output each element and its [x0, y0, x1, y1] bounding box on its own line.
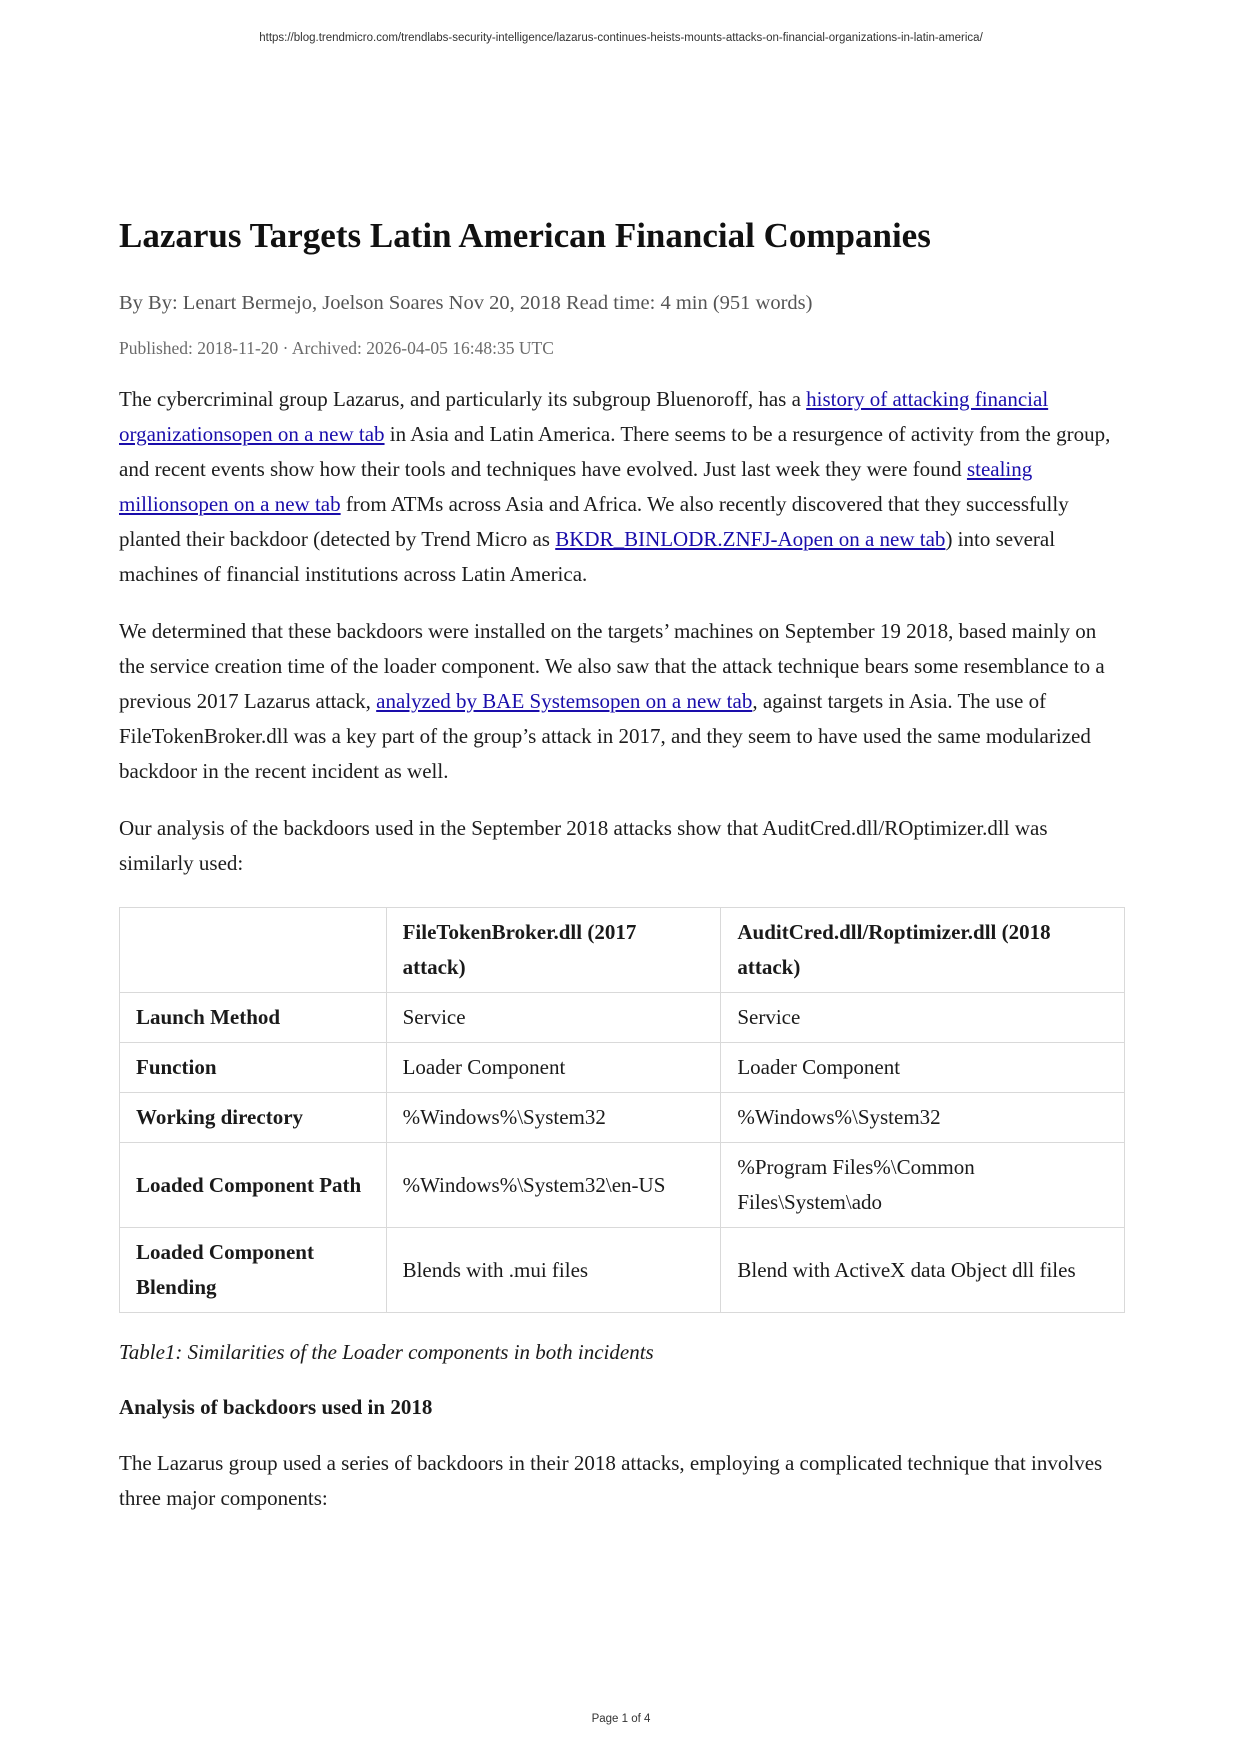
text-span: from ATMs across Asia and Africa. We also recently discovered that they successfully planted their backdoor (detected by Trend Micro as: [119, 492, 1069, 551]
paragraph-backdoors: The Lazarus group used a series of backdoors in their 2018 attacks, employing a complicated technique that involves three major components:: [119, 1451, 1103, 1510]
table-cell: %Windows%\System32: [386, 1093, 721, 1143]
table-cell: Loader Component: [721, 1043, 1125, 1093]
table-cell: %Windows%\System32: [721, 1093, 1125, 1143]
table-row: [120, 1228, 1125, 1313]
table-row: [120, 993, 1125, 1043]
link-history-of-attacks[interactable]: history of attacking financial organizationsopen on a new tab: [119, 387, 1049, 446]
article-byline: By By: Lenart Bermejo, Joelson Soares Nov 20, 2018 Read time: 4 min (951 words): [119, 292, 813, 314]
table-row-label: Function: [120, 1043, 387, 1093]
table-row-label: Loaded Component Blending: [120, 1228, 387, 1313]
paragraph-intro: [119, 382, 1125, 592]
table-header-row: [120, 908, 1125, 993]
text-span: in Asia and Latin America. There seems to be a resurgence of activity from the group, and recent events show how their tools and techniques have evolved. Just last week they were found: [119, 422, 1111, 481]
table-row-label: Working directory: [120, 1093, 387, 1143]
table-row: [120, 1093, 1125, 1143]
link-bae-systems[interactable]: analyzed by BAE Systemsopen on a new tab: [376, 689, 753, 713]
text-span: , against targets in Asia. The use of FileTokenBroker.dll was a key part of the group’s attack in 2017, and they seem to have used the same modularized backdoor in the recent incident as well.: [119, 689, 1091, 783]
table-cell: Service: [721, 993, 1125, 1043]
table-row: [120, 1043, 1125, 1093]
article-title: Lazarus Targets Latin American Financial Companies: [119, 216, 931, 255]
table-cell: Blends with .mui files: [386, 1228, 721, 1313]
paragraph-analysis: Our analysis of the backdoors used in the September 2018 attacks show that AuditCred.dll/ROptimizer.dll was similarly used:: [119, 816, 1048, 875]
text-span: The cybercriminal group Lazarus, and particularly its subgroup Bluenoroff, has a: [119, 387, 807, 411]
table-row: [120, 1143, 1125, 1228]
published-info: Published: 2018-11-20 · Archived: 2026-04-05 16:48:35 UTC: [119, 338, 554, 358]
table-row-label: Loaded Component Path: [120, 1143, 387, 1228]
article: [119, 210, 1125, 1516]
section-heading: Analysis of backdoors used in 2018: [119, 1395, 433, 1419]
table-header-cell: FileTokenBroker.dll (2017 attack): [386, 908, 721, 993]
table-header-cell: AuditCred.dll/Roptimizer.dll (2018 attack): [721, 908, 1125, 993]
link-stealing-millions[interactable]: stealing millionsopen on a new tab: [119, 457, 1033, 516]
table-cell: %Program Files%\Common Files\System\ado: [721, 1143, 1125, 1228]
page-number: Page 1 of 4: [591, 1713, 651, 1725]
table-cell: Service: [386, 993, 721, 1043]
table-cell: Blend with ActiveX data Object dll files: [721, 1228, 1125, 1313]
source-url: https://blog.trendmicro.com/trendlabs-security-intelligence/lazarus-continues-heists-mounts-attacks-on-financial-organizations-in-latin-america/: [259, 32, 983, 44]
comparison-table: [119, 907, 1125, 1313]
link-bkdr-binlodr[interactable]: BKDR_BINLODR.ZNFJ-Aopen on a new tab: [555, 527, 946, 551]
text-span: We determined that these backdoors were installed on the targets’ machines on September 19 2018, based mainly on the service creation time of the loader component. We also saw that the attack technique bears some resemblance to a previous 2017 Lazarus attack,: [119, 619, 1105, 713]
table-row-label: Launch Method: [120, 993, 387, 1043]
text-span: ) into several machines of financial institutions across Latin America.: [119, 527, 1056, 586]
paragraph-determination: [119, 614, 1125, 789]
table-cell: Loader Component: [386, 1043, 721, 1093]
table-caption: Table1: Similarities of the Loader components in both incidents: [119, 1340, 654, 1364]
table-cell: %Windows%\System32\en-US: [386, 1143, 721, 1228]
table-header-cell: [120, 908, 387, 993]
